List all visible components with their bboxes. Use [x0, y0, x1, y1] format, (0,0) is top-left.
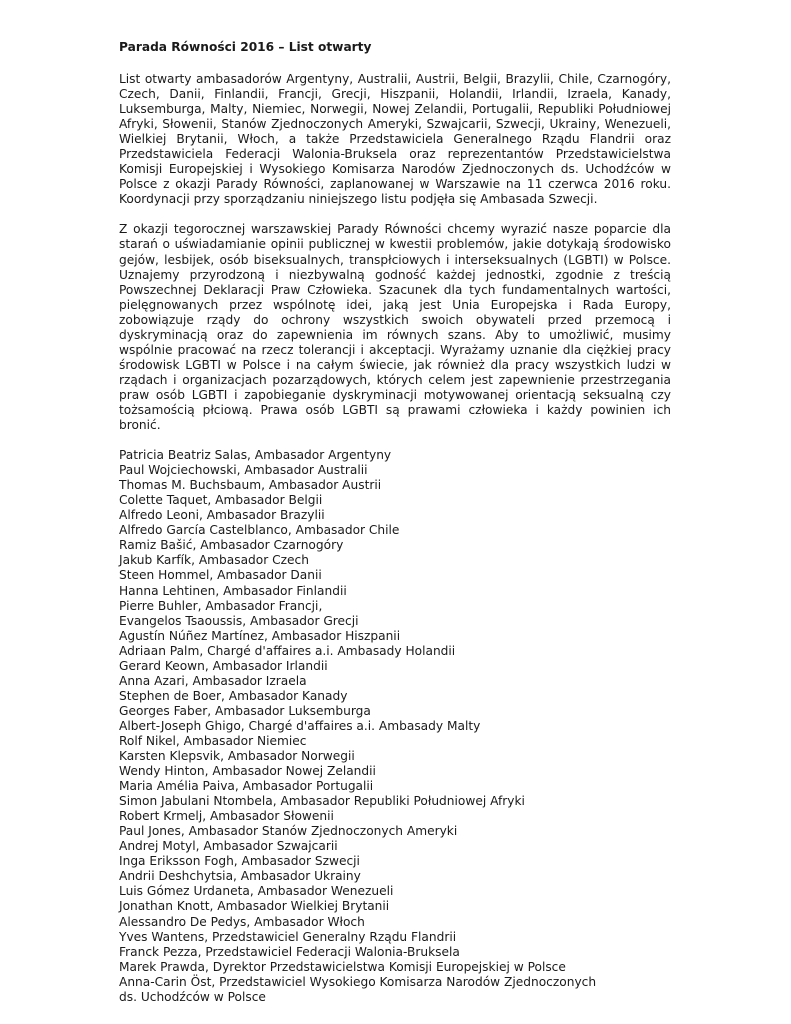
signatory-line: Gerard Keown, Ambasador Irlandii — [119, 658, 328, 673]
signatory-line: Wendy Hinton, Ambasador Nowej Zelandii — [119, 764, 376, 779]
signatory-line: Alfredo García Castelblanco, Ambasador Chile — [119, 523, 400, 538]
signatory-line: Anna-Carin Öst, Przedstawiciel Wysokiego Komisarza Narodów Zjednoczonych ds. Uchodźców w Polsce — [119, 974, 597, 1004]
signatory-line: Simon Jabulani Ntombela, Ambasador Republiki Południowej Afryki — [119, 794, 525, 809]
signatory-line: Jonathan Knott, Ambasador Wielkiej Brytanii — [119, 899, 390, 914]
signatory-line: Patricia Beatriz Salas, Ambasador Argentyny — [119, 448, 392, 463]
signatory-line: Stephen de Boer, Ambasador Kanady — [119, 688, 348, 703]
document-title: Parada Równości 2016 – List otwarty — [119, 40, 372, 54]
signatory-line: Robert Krmelj, Ambasador Słowenii — [119, 809, 334, 824]
signatory-list — [119, 448, 671, 1005]
document-page — [119, 40, 671, 1005]
signatory-line: Rolf Nikel, Ambasador Niemiec — [119, 733, 307, 748]
signatory-line: Ramiz Bašić, Ambasador Czarnogóry — [119, 538, 344, 553]
signatory-line: Anna Azari, Ambasador Izraela — [119, 673, 307, 688]
signatory-line: Alessandro De Pedys, Ambasador Włoch — [119, 914, 365, 929]
signatory-line: Yves Wantens, Przedstawiciel Generalny Rządu Flandrii — [119, 929, 457, 944]
signatory-line: Paul Wojciechowski, Ambasador Australii — [119, 463, 368, 478]
signatory-line: Franck Pezza, Przedstawiciel Federacji Walonia-Bruksela — [119, 944, 460, 959]
signatory-line: Karsten Klepsvik, Ambasador Norwegii — [119, 749, 355, 764]
signatory-line: Georges Faber, Ambasador Luksemburga — [119, 703, 371, 718]
signatory-line: Colette Taquet, Ambasador Belgii — [119, 493, 323, 508]
signatory-line: Paul Jones, Ambasador Stanów Zjednoczonych Ameryki — [119, 824, 458, 839]
signatory-line: Jakub Karfík, Ambasador Czech — [119, 553, 309, 568]
signatory-line: Adriaan Palm, Chargé d'affaires a.i. Ambasady Holandii — [119, 643, 456, 658]
signatory-line: Steen Hommel, Ambasador Danii — [119, 568, 322, 583]
signatory-line: Andrej Motyl, Ambasador Szwajcarii — [119, 839, 338, 854]
signatory-line: Pierre Buhler, Ambasador Francji, — [119, 598, 323, 613]
signatory-line: Inga Eriksson Fogh, Ambasador Szwecji — [119, 854, 360, 869]
signatory-line: Alfredo Leoni, Ambasador Brazylii — [119, 508, 325, 523]
signatory-line: Maria Amélia Paiva, Ambasador Portugalii — [119, 779, 374, 794]
signatory-line: Andrii Deshchytsia, Ambasador Ukrainy — [119, 869, 361, 884]
intro-paragraph: List otwarty ambasadorów Argentyny, Australii, Austrii, Belgii, Brazylii, Chile, Czarnogóry, Czech, Danii, Finlandii, Francji, Grecji, Hiszpanii, Holandii, Irlandii, Izraela, Kanady, Luksemburga, Malty, Niemiec, Norwegii, Nowej Zelandii, Portugalii, Republiki Południowej Afryki, Słowenii, Stanów Zjednoczonych Ameryki, Szwajcarii, Szwecji, Ukrainy, Wenezueli, Wielkiej Brytanii, Włoch, a także Przedstawiciela Generalnego Rządu Flandrii oraz Przedstawiciela Federacji Walonia-Bruksela oraz reprezentantów Przedstawicielstwa Komisji Europejskiej i Wysokiego Komisarza Narodów Zjednoczonych ds. Uchodźców w Polsce z okazji Parady Równości, zaplanowanej w Warszawie na 11 czerwca 2016 roku. Koordynacji przy sporządzaniu niniejszego listu podjęła się Ambasada Szwecji. — [119, 72, 671, 207]
signatory-line: Evangelos Tsaoussis, Ambasador Grecji — [119, 613, 359, 628]
statement-paragraph: Z okazji tegorocznej warszawskiej Parady Równości chcemy wyrazić nasze poparcie dla starań o uświadamianie opinii publicznej w kwestii problemów, jakie dotykają środowisko gejów, lesbijek, osób biseksualnych, transpłciowych i interseksualnych (LGBTI) w Polsce. Uznajemy przyrodzoną i niezbywalną godność każdej jednostki, zgodnie z treścią Powszechnej Deklaracji Praw Człowieka. Szacunek dla tych fundamentalnych wartości, pielęgnowanych przez wspólnotę idei, jaką jest Unia Europejska i Rada Europy, zobowiązuje rządy do ochrony wszystkich swoich obywateli przed przemocą i dyskryminacją oraz do zapewnienia im równych szans. Aby to umożliwić, musimy wspólnie pracować na rzecz tolerancji i akceptacji. Wyrażamy uznanie dla ciężkiej pracy środowisk LGBTI w Polsce i na całym świecie, jak również dla pracy wszystkich ludzi w rządach i organizacjach pozarządowych, których celem jest zapewnienie przestrzegania praw osób LGBTI i zapobieganie dyskryminacji motywowanej orientacją seksualną czy tożsamością płciową. Prawa osób LGBTI są prawami człowieka i każdy powinien ich bronić. — [119, 222, 671, 433]
signatory-line: Luis Gómez Urdaneta, Ambasador Wenezueli — [119, 884, 394, 899]
signatory-line: Agustín Núñez Martínez, Ambasador Hiszpanii — [119, 628, 401, 643]
signatory-line: Hanna Lehtinen, Ambasador Finlandii — [119, 583, 347, 598]
signatory-line: Marek Prawda, Dyrektor Przedstawicielstwa Komisji Europejskiej w Polsce — [119, 959, 566, 974]
signatory-line: Thomas M. Buchsbaum, Ambasador Austrii — [119, 478, 382, 493]
signatory-line: Albert-Joseph Ghigo, Chargé d'affaires a.i. Ambasady Malty — [119, 718, 481, 733]
